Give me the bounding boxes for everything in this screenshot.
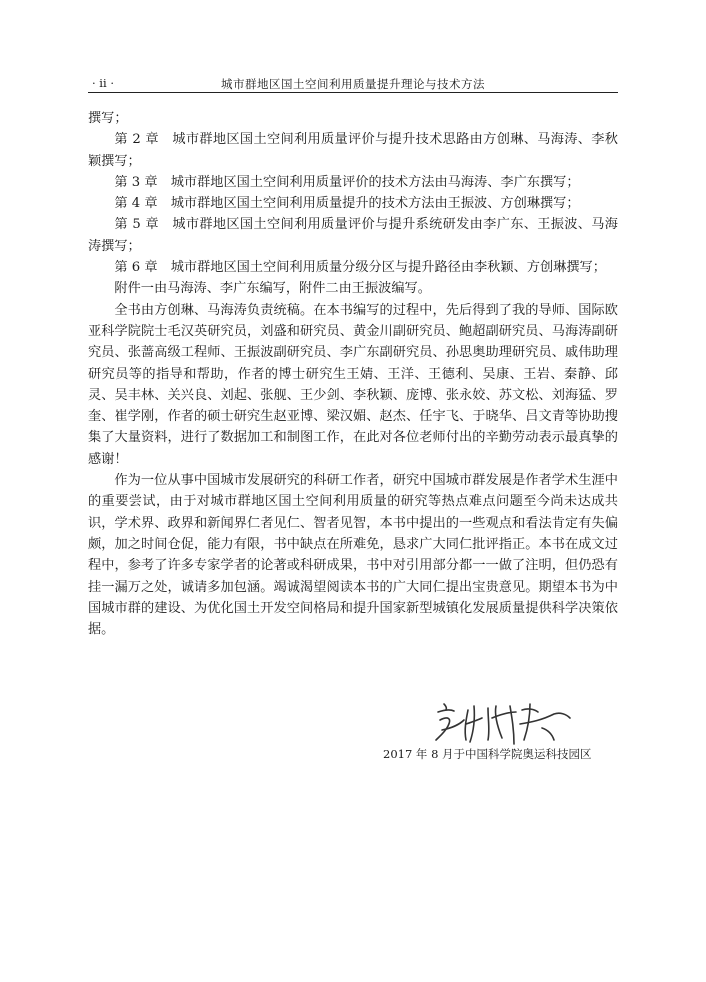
preface-body	[88, 108, 618, 640]
running-header	[88, 70, 618, 93]
paragraph: 撰写；	[88, 111, 128, 126]
paragraph: 全书由方创琳、马海涛负责统稿。在本书编写的过程中，先后得到了我的导师、国际欧亚科学院院士毛汉英研究员，刘盛和研究员、黄金川副研究员、鲍超副研究员、马海涛副研究员、张蔷高级工程师、王振波副研究员、李广东副研究员、孙思奥助理研究员、戚伟助理研究员等的指导和帮助，作者的博士研究生王婧、王洋、王德利、吴康、王岩、秦静、邱灵、吴丰林、关兴良、刘起、张舰、王少剑、李秋颖、庞博、张永姣、苏文松、刘海猛、罗奎、崔学刚，作者的硕士研究生赵亚博、梁汉媚、赵杰、任宇飞、于晓华、吕文青等协助搜集了大量资料，进行了数据加工和制图工作，在此对各位老师付出的辛勤劳动表示最真挚的感谢！	[88, 302, 618, 467]
paragraph: 附件一由马海涛、李广东编写，附件二由王振波编写。	[114, 281, 431, 297]
running-title: 城市群地区国土空间利用质量提升理论与技术方法	[221, 77, 485, 91]
paragraph: 第 6 章 城市群地区国土空间利用质量分级分区与提升路径由李秋颖、方创琳撰写；	[114, 260, 606, 276]
date-line: 2017 年 8 月于中国科学院奥运科技园区	[383, 747, 592, 761]
page-number: · ii ·	[92, 76, 114, 90]
paragraph: 第 5 章 城市群地区国土空间利用质量评价与提升系统研发由李广东、王振波、马海涛撰写；	[88, 217, 618, 254]
handwritten-signature	[430, 700, 580, 750]
paragraph: 作为一位从事中国城市发展研究的科研工作者，研究中国城市群发展是作者学术生涯中的重要尝试，由于对城市群地区国土空间利用质量的研究等热点难点问题至今尚未达成共识，学术界、政界和新闻界仁者见仁、智者见智，本书中提出的一些观点和看法肯定有失偏颇，加之时间仓促，能力有限，书中缺点在所难免，恳求广大同仁批评指正。本书在成文过程中，参考了许多专家学者的论著或科研成果，书中对引用部分都一一做了注明，但仍恐有挂一漏万之处，诚请多加包涵。竭诚渴望阅读本书的广大同仁提出宝贵意见。期望本书为中国城市群的建设、为优化国土开发空间格局和提升国家新型城镇化发展质量提供科学决策依据。	[88, 473, 618, 638]
signature-image	[430, 700, 580, 750]
paragraph: 第 2 章 城市群地区国土空间利用质量评价与提升技术思路由方创琳、马海涛、李秋颖撰写；	[88, 132, 618, 169]
paragraph: 第 4 章 城市群地区国土空间利用质量提升的技术方法由王振波、方创琳撰写；	[114, 196, 580, 212]
paragraph: 第 3 章 城市群地区国土空间利用质量评价的技术方法由马海涛、李广东撰写；	[114, 174, 580, 190]
